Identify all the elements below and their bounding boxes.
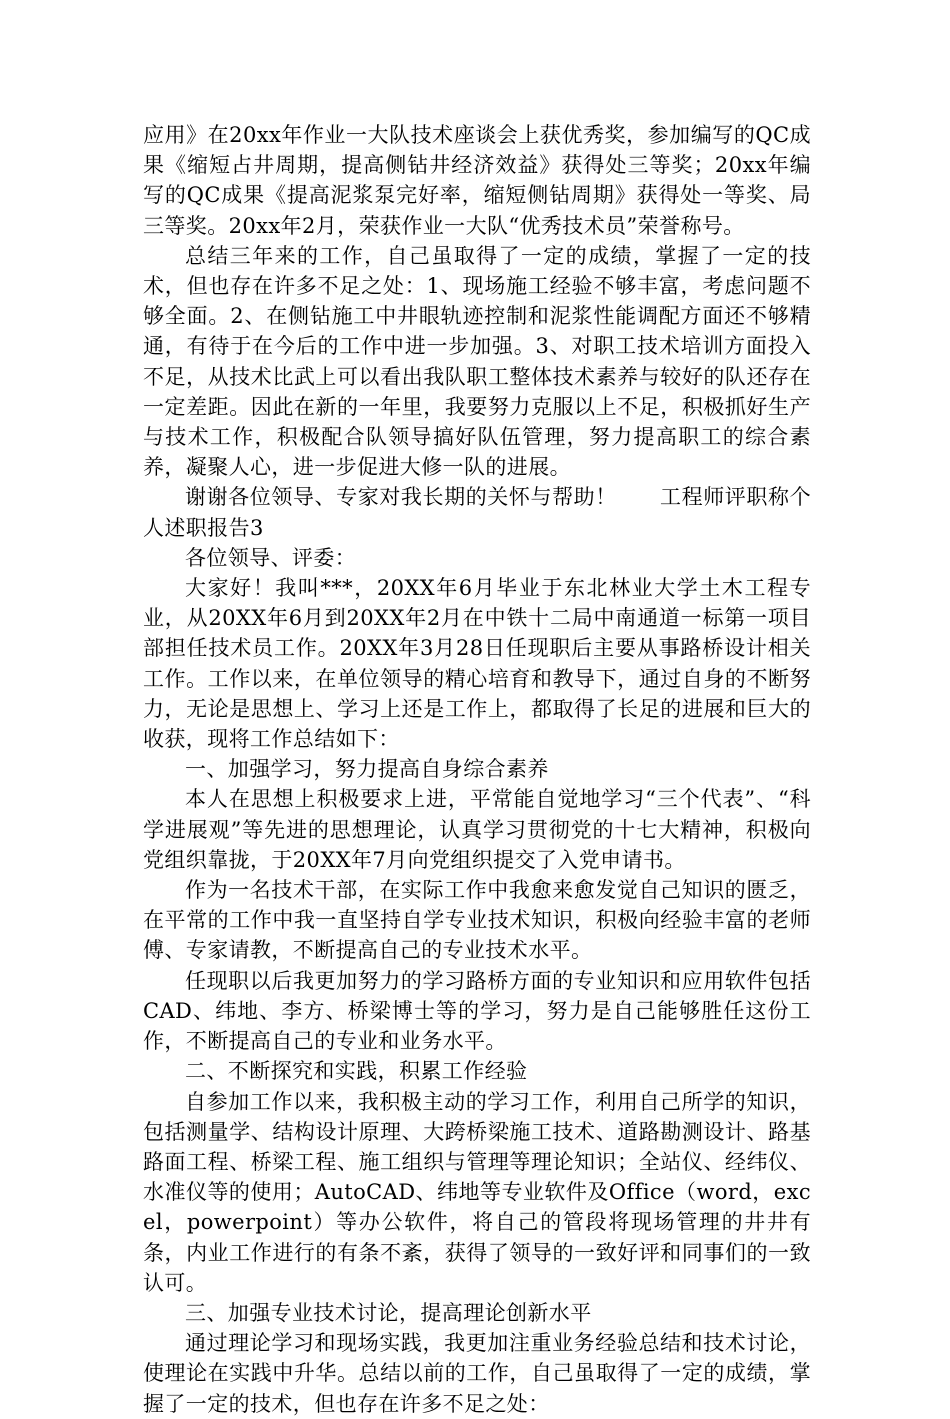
paragraph-summary-shortcomings: 总结三年来的工作，自己虽取得了一定的成绩，掌握了一定的技术，但也存在许多不足之处：1、现场施工经验不够丰富，考虑问题不够全面。2、在侧钻施工中井眼轨迹控制和泥浆性能调配方面还不够精通，有待于在今后的工作中进一步加强。3、对职工技术培训方面投入不足，从技术比武上可以看出我队职工整体技术素养与较好的队还存在一定差距。因此在新的一年里，我要努力克服以上不足，积极抓好生产与技术工作，积极配合队领导搞好队伍管理，努力提高职工的综合素养，凝聚人心，进一步促进大修一队的进展。	[143, 243, 811, 480]
paragraph-work-experience: 自参加工作以来，我积极主动的学习工作，利用自己所学的知识，包括测量学、结构设计原理、大跨桥梁施工技术、道路勘测设计、路基路面工程、桥梁工程、施工组织与管理等理论知识；全站仪、经纬仪、水准仪等的使用；AutoCAD、纬地等专业软件及Office（word，excel，powerpoint）等办公软件，将自己的管段将现场管理的井井有条，内业工作进行的有条不紊，获得了领导的一致好评和同事们的一致认可。	[143, 1089, 811, 1295]
paragraph-introduction: 大家好！我叫***，20XX年6月毕业于东北林业大学土木工程专业，从20XX年6月到20XX年2月在中铁十二局中南通道一标第一项目部担任技术员工作。20XX年3月28日任现职后主要从事路桥设计相关工作。工作以来，在单位领导的精心培育和教导下，通过自身的不断努力，无论是思想上、学习上还是工作上，都取得了长足的进展和巨大的收获，现将工作总结如下：	[143, 576, 811, 752]
paragraph-thanks-and-title: 谢谢各位领导、专家对我长期的关怀与帮助！ 工程师评职称个人述职报告3	[143, 485, 811, 540]
paragraph-salutation: 各位领导、评委：	[185, 545, 357, 570]
section-heading-1: 一、加强学习，努力提高自身综合素养	[185, 757, 549, 782]
paragraph-self-study: 作为一名技术干部，在实际工作中我愈来愈发觉自己知识的匮乏，在平常的工作中我一直坚持自学专业技术知识，积极向经验丰富的老师傅、专家请教，不断提高自己的专业技术水平。	[143, 878, 811, 963]
section-heading-2: 二、不断探究和实践，积累工作经验	[185, 1059, 528, 1084]
document-page	[143, 120, 811, 1419]
paragraph-software-study: 任现职以后我更加努力的学习路桥方面的专业知识和应用软件包括CAD、纬地、李方、桥梁博士等的学习，努力是自己能够胜任这份工作，不断提高自己的专业和业务水平。	[143, 968, 811, 1054]
paragraph-awards: 应用》在20xx年作业一大队技术座谈会上获优秀奖，参加编写的QC成果《缩短占井周期，提高侧钻井经济效益》获得处三等奖；20xx年编写的QC成果《提高泥浆泵完好率，缩短侧钻周期》获得处一等奖、局三等奖。20xx年2月，荣获作业一大队“优秀技术员”荣誉称号。	[143, 123, 811, 238]
paragraph-theory-practice: 通过理论学习和现场实践，我更加注重业务经验总结和技术讨论，使理论在实践中升华。总结以前的工作，自己虽取得了一定的成绩，掌握了一定的技术，但也存在许多不足之处：	[143, 1331, 811, 1416]
paragraph-political-study: 本人在思想上积极要求上进，平常能自觉地学习“三个代表”、“科学进展观”等先进的思想理论，认真学习贯彻党的十七大精神，积极向党组织靠拢，于20XX年7月向党组织提交了入党申请书。	[143, 787, 811, 872]
section-heading-3: 三、加强专业技术讨论，提高理论创新水平	[185, 1300, 592, 1325]
